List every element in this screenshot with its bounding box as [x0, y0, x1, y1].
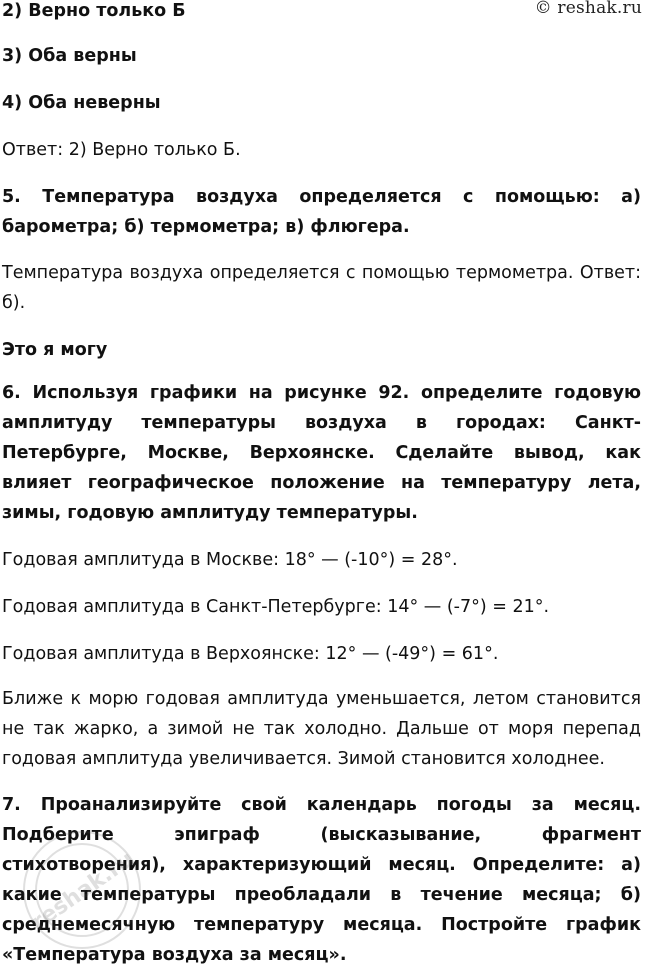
watermark-text: © reshak.ru — [534, 0, 642, 18]
answer-1: Ответ: 2) Верно только Б. — [2, 140, 241, 160]
question-7: 7. Проанализируйте свой календарь погоды за месяц. Подберите эпиграф (высказывание, фрагмент стихотворения), характеризующий месяц. Определите: а) какие температуры преобладали в течение месяца; б) среднемесячную температуру месяца. Постройте график «Температура воздуха за месяц». — [2, 795, 641, 965]
question-6: 6. Используя графики на рисунке 92. определите годовую амплитуду температуры воздуха в городах: Санкт-Петербурге, Москве, Верхоянске. Сделайте вывод, как влияет географическое положение на температуру лета, зимы, годовую амплитуду температуры. — [2, 383, 641, 523]
amplitude-moscow: Годовая амплитуда в Москве: 18° — (-10°) = 28°. — [2, 550, 458, 570]
amplitude-spb: Годовая амплитуда в Санкт-Петербурге: 14° — (-7°) = 21°. — [2, 597, 550, 617]
section-heading: Это я могу — [2, 340, 108, 360]
conclusion-6: Ближе к морю годовая амплитуда уменьшается, летом становится не так жарко, а зимой не так холодно. Дальше от моря перепад годовая амплитуда увеличивается. Зимой становится холоднее. — [2, 689, 641, 769]
amplitude-verkhoyansk: Годовая амплитуда в Верхоянске: 12° — (-49°) = 61°. — [2, 644, 499, 664]
option-2: 2) Верно только Б — [2, 1, 186, 21]
answer-5: Температура воздуха определяется с помощью термометра. Ответ: б). — [2, 263, 641, 313]
stamp-text: reshak.ru — [27, 846, 139, 936]
option-4: 4) Оба неверны — [2, 93, 161, 113]
question-5: 5. Температура воздуха определяется с помощью: а) барометра; б) термометра; в) флюгера. — [2, 187, 641, 237]
option-3: 3) Оба верны — [2, 46, 137, 66]
